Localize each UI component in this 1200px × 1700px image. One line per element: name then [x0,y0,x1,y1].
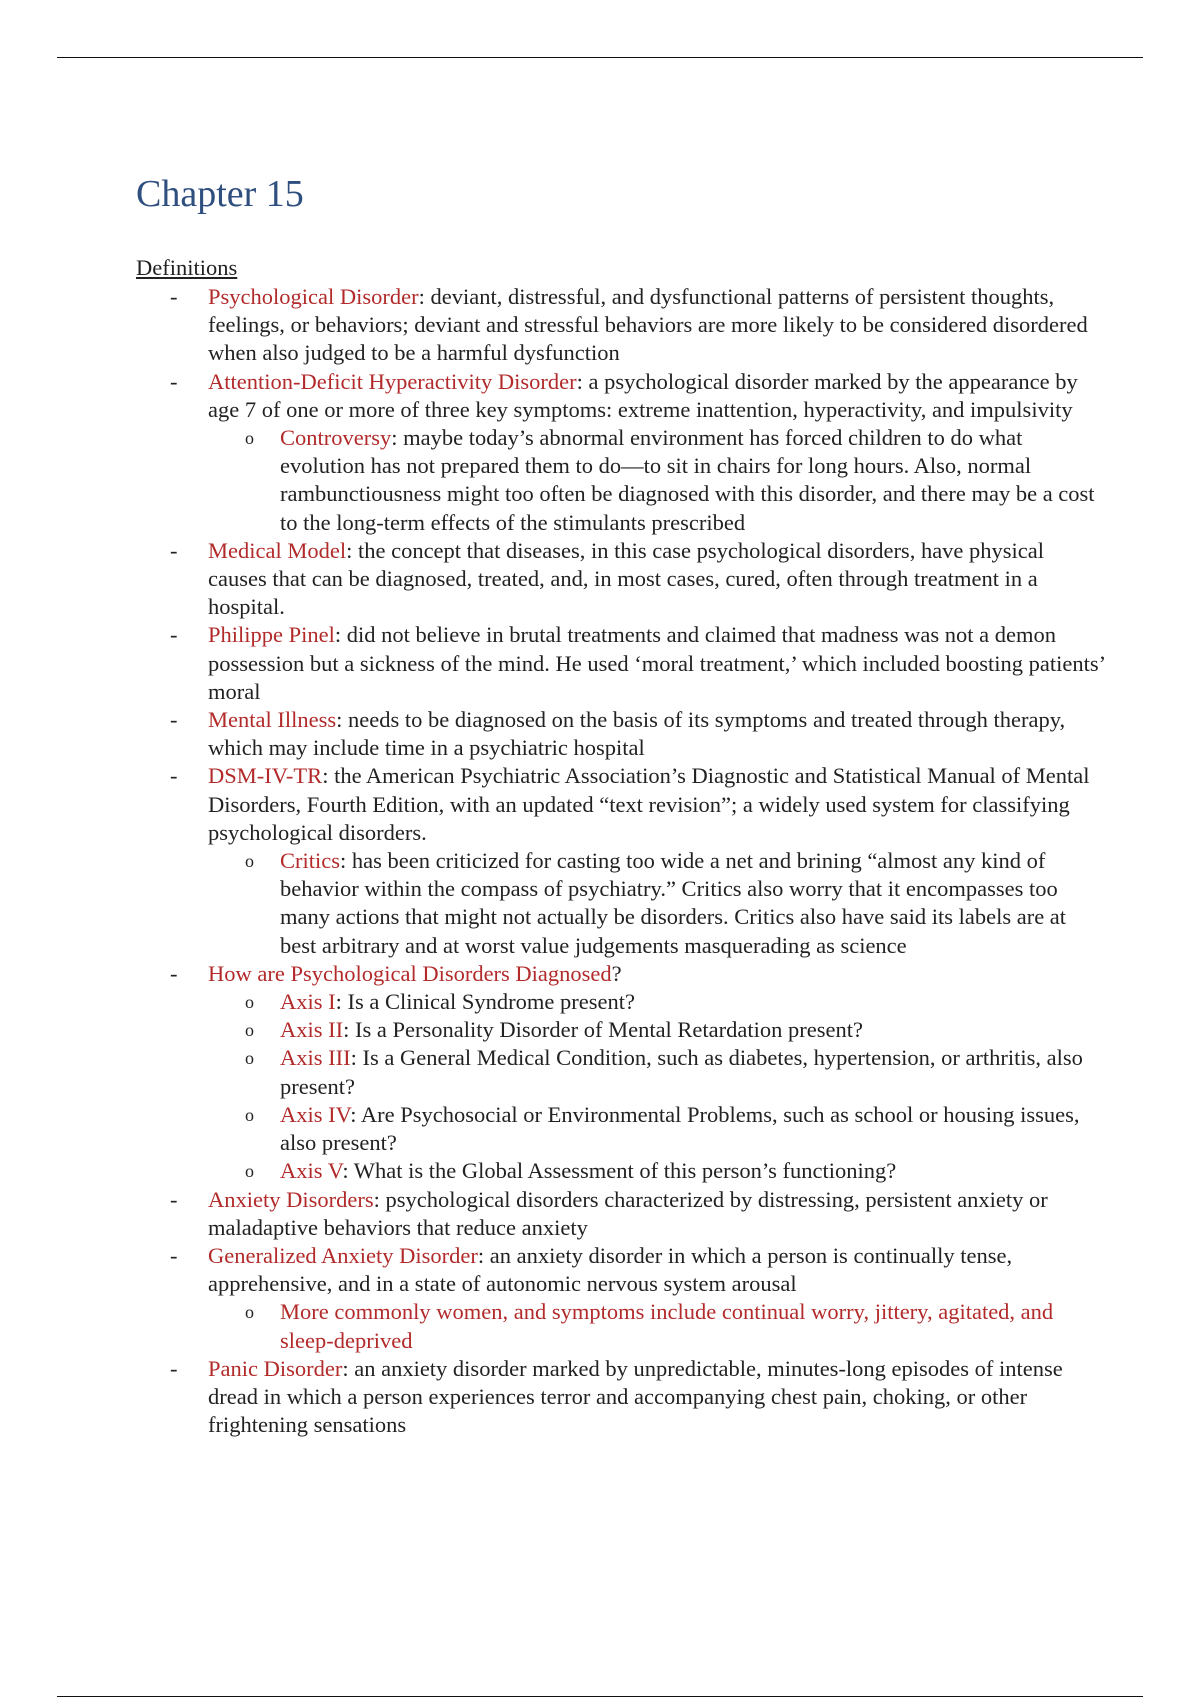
definition: : psychological disorders characterized by distressing, persistent anxiety or maladaptive behaviors that reduce anxiety [208,1186,1048,1240]
list-item [0,621,1108,706]
term: Medical Model [208,537,347,563]
term: Axis I [280,989,336,1015]
term: Axis V [280,1158,343,1184]
sub-list-item [0,988,1102,1016]
definition: : deviant, distressful, and dysfunctional patterns of persistent thoughts, feelings, or behaviors; deviant and stressful behaviors are more likely to be considered disordered when also judged to be a harmful dysfunction [208,284,1088,366]
sub-list-item [0,847,1102,960]
sub-list-item [0,424,1102,537]
chapter-title: Chapter 15 [136,173,304,215]
definition: : Are Psychosocial or Environmental Problems, such as school or housing issues, also present? [280,1101,1080,1156]
definition: : Is a Personality Disorder of Mental Retardation present? [343,1017,863,1043]
sub-list-item [0,1157,1102,1185]
definition: : What is the Global Assessment of this person’s functioning? [342,1158,897,1184]
dash-bullet: - [170,368,178,394]
term: Axis IV [280,1101,351,1127]
section-heading: Definitions [136,255,238,280]
circle-bullet: o [245,851,254,872]
definition: : Is a Clinical Syndrome present? [335,989,635,1015]
list-item [0,1186,1108,1242]
term: Critics [280,848,340,874]
definition: : has been criticized for casting too wide a net and brining “almost any kind of behavior within the compass of psychiatry.” Critics also worry that it encompasses too many actions that might not actually be disorders. Critics also have said its labels are at best arbitrary and at worst value judgements masquerading as science [280,848,1067,958]
term: DSM-IV-TR [208,763,323,789]
list-item [0,537,1108,622]
definition: : the American Psychiatric Association’s Diagnostic and Statistical Manual of Mental Disorders, Fourth Edition, with an updated “text revision”; a widely used system for classifying psychological disorders. [208,763,1090,845]
dash-bullet: - [170,707,178,733]
definition: : maybe today’s abnormal environment has forced children to do what evolution has not prepared them to do—to sit in chairs for long hours. Also, normal rambunctiousness might too often be diagnosed with this disorder, and there may be a cost to the long-term effects of the stimulants prescribed [280,425,1095,535]
term: Generalized Anxiety Disorder [208,1242,478,1268]
term: Psychological Disorder [208,284,419,309]
sub-list-item [0,1101,1102,1157]
definition: : Is a General Medical Condition, such as diabetes, hypertension, or arthritis, also present? [280,1045,1083,1099]
circle-bullet: o [245,428,254,449]
definition: : an anxiety disorder in which a person is continually tense, apprehensive, and in a state of autonomic nervous system arousal [208,1242,1013,1297]
dash-bullet: - [170,1242,178,1268]
list-item [0,1242,1108,1298]
circle-bullet: o [245,1048,254,1069]
definition: : did not believe in brutal treatments and claimed that madness was not a demon possession but a sickness of the mind. He used ‘moral treatment,’ which included boosting patients’ moral [208,622,1105,704]
definition: : needs to be diagnosed on the basis of its symptoms and treated through therapy, which may include time in a psychiatric hospital [208,707,1066,761]
circle-bullet: o [245,1302,254,1323]
term: Philippe Pinel [208,622,335,648]
sub-list-item [0,1016,1102,1044]
list-item [0,706,1108,762]
term: How are Psychological Disorders Diagnosed [208,960,612,986]
term: Axis II [280,1017,344,1043]
dash-bullet: - [170,622,178,648]
list-item [0,762,1108,847]
circle-bullet: o [245,1161,254,1182]
bottom-rule [57,1696,1143,1697]
term: Anxiety Disorders [208,1186,374,1212]
definition: : a psychological disorder marked by the appearance by age 7 of one or more of three key symptoms: extreme inattention, hyperactivity, and impulsivity [208,368,1078,422]
sub-list-item [0,1298,1102,1354]
sub-list-item [0,1044,1102,1100]
term: More commonly women, and symptoms include continual worry, jittery, agitated, and sleep-deprived [280,1299,1054,1353]
term: Mental Illness [208,707,337,733]
dash-bullet: - [170,537,178,563]
dash-bullet: - [170,1186,178,1212]
list-item [0,368,1108,424]
dash-bullet: - [170,284,178,309]
definition: ? [611,960,622,986]
list-item [0,1355,1108,1440]
dash-bullet: - [170,1355,178,1381]
definition: : the concept that diseases, in this case psychological disorders, have physical causes that can be diagnosed, treated, and, in most cases, cured, often through treatment in a hospital. [208,537,1045,620]
dash-bullet: - [170,960,178,986]
list-item [0,283,1108,368]
term: Controversy [280,425,392,451]
definitions-list [0,283,1200,1439]
term: Panic Disorder [208,1355,343,1381]
circle-bullet: o [245,992,254,1013]
circle-bullet: o [245,1020,254,1041]
term: Axis III [280,1045,351,1071]
circle-bullet: o [245,1104,254,1125]
top-rule [57,57,1143,58]
list-item [0,960,1108,988]
term: Attention-Deficit Hyperactivity Disorder [208,368,577,394]
definition: : an anxiety disorder marked by unpredictable, minutes-long episodes of intense dread in which a person experiences terror and accompanying chest pain, choking, or other frightening sensations [208,1355,1063,1438]
dash-bullet: - [170,763,178,789]
